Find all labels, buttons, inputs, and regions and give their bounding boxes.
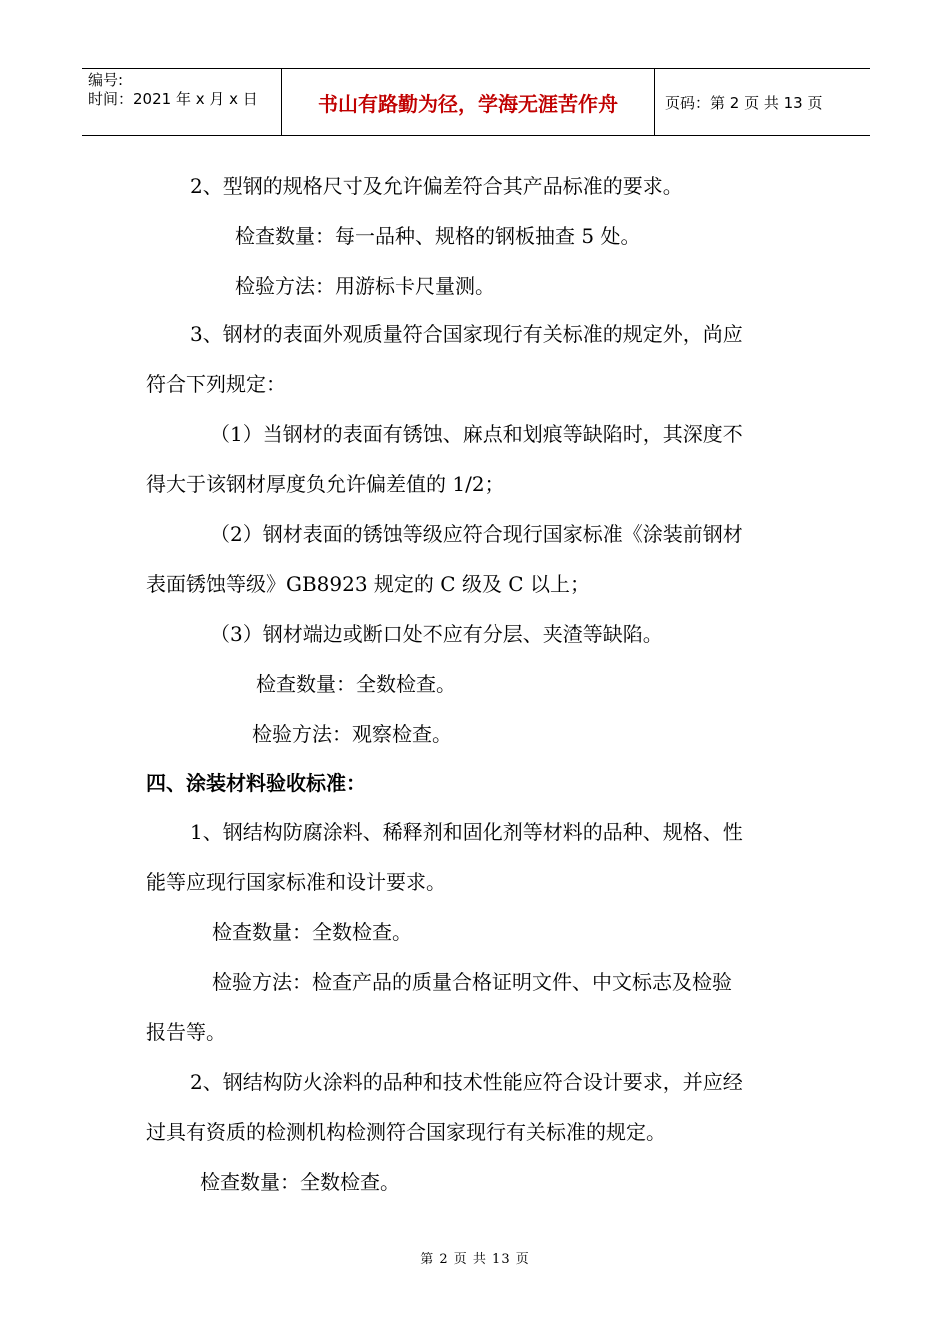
body-line: （3）钢材端边或断口处不应有分层、夹渣等缺陷。 <box>210 622 663 646</box>
body-line: 报告等。 <box>146 1020 226 1044</box>
body-line: 得大于该钢材厚度负允许偏差值的 1/2； <box>146 472 505 496</box>
body-line: 检查数量：全数检查。 <box>256 672 456 696</box>
time-label: 时间：2021 年 x 月 x 日 <box>88 90 258 108</box>
body-line: 1、钢结构防腐涂料、稀释剂和固化剂等材料的品种、规格、性 <box>190 820 743 844</box>
body-line: 检验方法：观察检查。 <box>252 722 452 746</box>
page-footer: 第 2 页 共 13 页 <box>420 1252 530 1267</box>
body-line: 检验方法：检查产品的质量合格证明文件、中文标志及检验 <box>212 970 732 994</box>
body-line: 符合下列规定： <box>146 372 286 396</box>
body-line: 2、型钢的规格尺寸及允许偏差符合其产品标准的要求。 <box>190 174 683 198</box>
body-line: 过具有资质的检测机构检测符合国家现行有关标准的规定。 <box>146 1120 666 1144</box>
body-line: 3、钢材的表面外观质量符合国家现行有关标准的规定外，尚应 <box>190 322 743 346</box>
body-line: （1）当钢材的表面有锈蚀、麻点和划痕等缺陷时，其深度不 <box>210 422 743 446</box>
body-line: 检查数量：全数检查。 <box>200 1170 400 1194</box>
body-line: 2、钢结构防火涂料的品种和技术性能应符合设计要求，并应经 <box>190 1070 743 1094</box>
body-line: 检验方法：用游标卡尺量测。 <box>235 274 495 298</box>
body-line: （2）钢材表面的锈蚀等级应符合现行国家标准《涂装前钢材 <box>210 522 743 546</box>
section-heading: 四、涂装材料验收标准： <box>146 771 366 795</box>
header-motto: 书山有路勤为径，学海无涯苦作舟 <box>282 69 655 135</box>
number-label: 编号: <box>88 71 124 89</box>
body-line: 能等应现行国家标准和设计要求。 <box>146 870 446 894</box>
body-line: 检查数量：每一品种、规格的钢板抽查 5 处。 <box>235 224 641 248</box>
body-line: 表面锈蚀等级》GB8923 规定的 C 级及 C 以上； <box>146 572 590 596</box>
header-meta <box>82 69 282 135</box>
page-header <box>82 68 870 136</box>
body-line: 检查数量：全数检查。 <box>212 920 412 944</box>
header-page-code: 页码：第 2 页 共 13 页 <box>665 93 823 112</box>
